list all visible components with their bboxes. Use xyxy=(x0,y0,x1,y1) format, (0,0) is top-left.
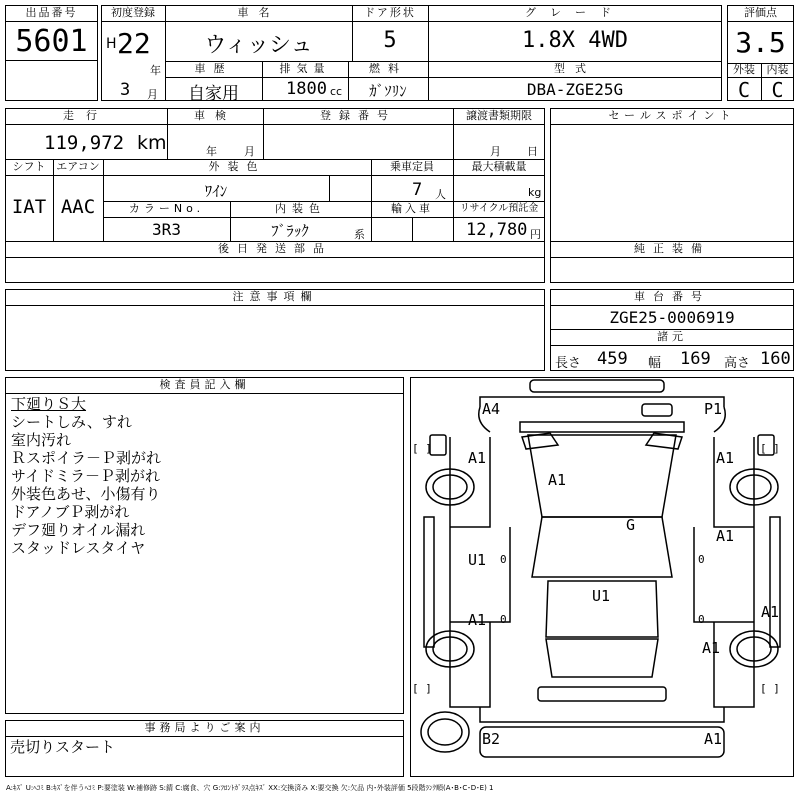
mark-fender-left: A1 xyxy=(468,449,487,467)
mark-zero-right-2: 0 xyxy=(698,613,705,626)
interior-label: 内装 xyxy=(766,63,789,76)
mark-hood: A1 xyxy=(548,471,567,489)
color-no-label: カラーNo. xyxy=(128,202,205,215)
note-line: シートしみ、すれ xyxy=(11,413,132,431)
note-line: 室内汚れ xyxy=(11,431,72,449)
grade-label: グレード xyxy=(525,6,625,19)
specs-label: 諸元 xyxy=(657,330,687,343)
reg-no-label: 登録番号 xyxy=(320,109,396,122)
exterior-grade: C xyxy=(737,78,751,102)
shift-label: シフト xyxy=(12,160,46,173)
interior-grade: C xyxy=(771,78,784,102)
mark-roof: U1 xyxy=(592,587,611,605)
genuine-label: 純正装備 xyxy=(634,242,710,255)
score: 3.5 xyxy=(735,26,786,59)
fuel: ｶﾞｿﾘﾝ xyxy=(369,82,407,100)
recycle-unit: 円 xyxy=(530,228,541,241)
lot-no-label: 出品番号 xyxy=(25,6,78,19)
inspector-label: 検査員記入欄 xyxy=(159,378,250,391)
import-label: 輸入車 xyxy=(391,202,433,215)
note-line: サイドミラ－Ｐ剥がれ xyxy=(11,467,160,485)
mark-door-left-rear: U1 xyxy=(468,551,487,569)
door-label: ドア形状 xyxy=(364,6,416,19)
width: 169 xyxy=(680,349,711,369)
ac-label: エアコン xyxy=(56,160,100,173)
exterior-label: 外装 xyxy=(733,63,755,76)
mark-rear-right: A1 xyxy=(704,730,723,748)
chassis-no: ZGE25-0006919 xyxy=(609,308,735,327)
first-reg-label: 初度登録 xyxy=(111,6,155,19)
bracket-left-1: [ ] xyxy=(412,442,432,455)
transfer-label: 譲渡書類期限 xyxy=(466,109,532,122)
door: 5 xyxy=(383,28,397,53)
capacity: 7 xyxy=(412,180,423,200)
sales-point-label: セールスポイント xyxy=(608,109,736,122)
ac: AAC xyxy=(60,196,96,218)
inspection-year-unit: 年 xyxy=(206,145,217,158)
score-label: 評価点 xyxy=(744,6,777,19)
history: 自家用 xyxy=(188,84,239,104)
lot-no: 5601 xyxy=(15,24,88,59)
int-color-suffix: 系 xyxy=(354,228,365,241)
mileage-label: 走行 xyxy=(63,109,109,122)
reg-month: 3 xyxy=(120,80,131,100)
mark-quarter-right-1: A1 xyxy=(761,603,780,621)
length: 459 xyxy=(597,349,628,369)
model-label: 型式 xyxy=(554,62,596,75)
mileage-unit: km xyxy=(137,132,167,154)
transfer-day-unit: 日 xyxy=(527,145,538,158)
office-label: 事務局よりご案内 xyxy=(144,721,265,734)
cc-unit: cc xyxy=(330,85,343,98)
mark-door-right-front: A1 xyxy=(716,527,735,545)
int-color: ﾌﾞﾗｯｸ xyxy=(271,222,309,240)
history-label: 車歴 xyxy=(194,62,233,75)
chassis-label: 車台番号 xyxy=(634,290,710,303)
int-color-label: 内装色 xyxy=(275,202,326,215)
note-line: Ｒスポイラ－Ｐ剥がれ xyxy=(11,449,162,467)
later-parts-label: 後日発送部品 xyxy=(218,242,332,255)
recycle: 12,780 xyxy=(466,220,528,240)
reg-year: 22 xyxy=(117,27,151,60)
note-line: ドアノブＰ剥がれ xyxy=(11,503,130,521)
mark-quarter-left: A1 xyxy=(468,611,487,629)
mark-quarter-right-2: A1 xyxy=(702,639,721,657)
car-name: ウィッシュ xyxy=(204,33,313,58)
width-label: 幅 xyxy=(648,356,662,371)
legend-footer: A:ｷｽﾞ U:ﾍｺﾐ B:ｷｽﾞを伴うﾍｺﾐ P:要塗装 W:補修跡 S:錆 C:腐食、穴 G:ﾌﾛﾝﾄｶﾞﾗｽ点ｷｽﾞ XX:交換済み X:要交換 欠:欠品 内･外装評価 5段階ﾗﾝｸ順(A･B･C･D･E) 1 xyxy=(6,784,494,792)
note-line: デフ廻りオイル漏れ xyxy=(11,521,146,539)
caution-label: 注意事項欄 xyxy=(232,290,318,303)
note-line: 外装色あせ、小傷有り xyxy=(11,485,161,503)
recycle-label: リサイクル預託金 xyxy=(459,203,539,214)
height-label: 高さ xyxy=(724,356,751,371)
inspector-notes xyxy=(11,395,161,557)
mark-rear-left: B2 xyxy=(482,730,501,748)
grade: 1.8X 4WD xyxy=(522,28,628,53)
mileage: 119,972 xyxy=(44,132,125,154)
car-diagram xyxy=(410,377,794,777)
year-unit: 年 xyxy=(150,64,161,77)
ext-color: ﾜｲﾝ xyxy=(204,182,228,200)
color-no: 3R3 xyxy=(152,220,181,239)
note-line: スタッドレスタイヤ xyxy=(11,539,146,557)
bracket-left-2: [ ] xyxy=(412,682,432,695)
displacement: 1800 xyxy=(286,79,327,99)
era: H xyxy=(106,36,117,52)
capacity-unit: 人 xyxy=(435,188,446,201)
mark-windshield: G xyxy=(626,516,636,534)
mark-zero-left: 0 xyxy=(500,553,507,566)
model: DBA-ZGE25G xyxy=(526,80,624,99)
inspection-month-unit: 月 xyxy=(244,145,255,158)
load-unit: kg xyxy=(528,186,542,199)
inspection-label: 車検 xyxy=(194,109,236,122)
transfer-month-unit: 月 xyxy=(490,145,501,158)
bracket-right-1: [ ] xyxy=(760,442,780,455)
car-name-label: 車名 xyxy=(237,6,280,19)
mark-zero-left-2: 0 xyxy=(500,613,507,626)
fuel-label: 燃料 xyxy=(369,62,407,75)
mark-front-right: P1 xyxy=(704,400,723,418)
load-label: 最大積載量 xyxy=(471,160,527,173)
mark-fender-right: A1 xyxy=(716,449,735,467)
length-label: 長さ xyxy=(555,356,582,371)
displacement-label: 排気量 xyxy=(279,62,331,75)
month-unit: 月 xyxy=(147,88,158,101)
shift: IAT xyxy=(11,196,47,218)
ext-color-label: 外装色 xyxy=(208,160,266,173)
mark-zero-right: 0 xyxy=(698,553,705,566)
note-line: 下廻りＳ大 xyxy=(11,395,87,413)
bracket-right-2: [ ] xyxy=(760,682,780,695)
mark-front-left: A4 xyxy=(482,400,501,418)
office-note: 売切りスタート xyxy=(10,738,116,756)
height: 160 xyxy=(760,349,791,369)
capacity-label: 乗車定員 xyxy=(390,160,434,173)
